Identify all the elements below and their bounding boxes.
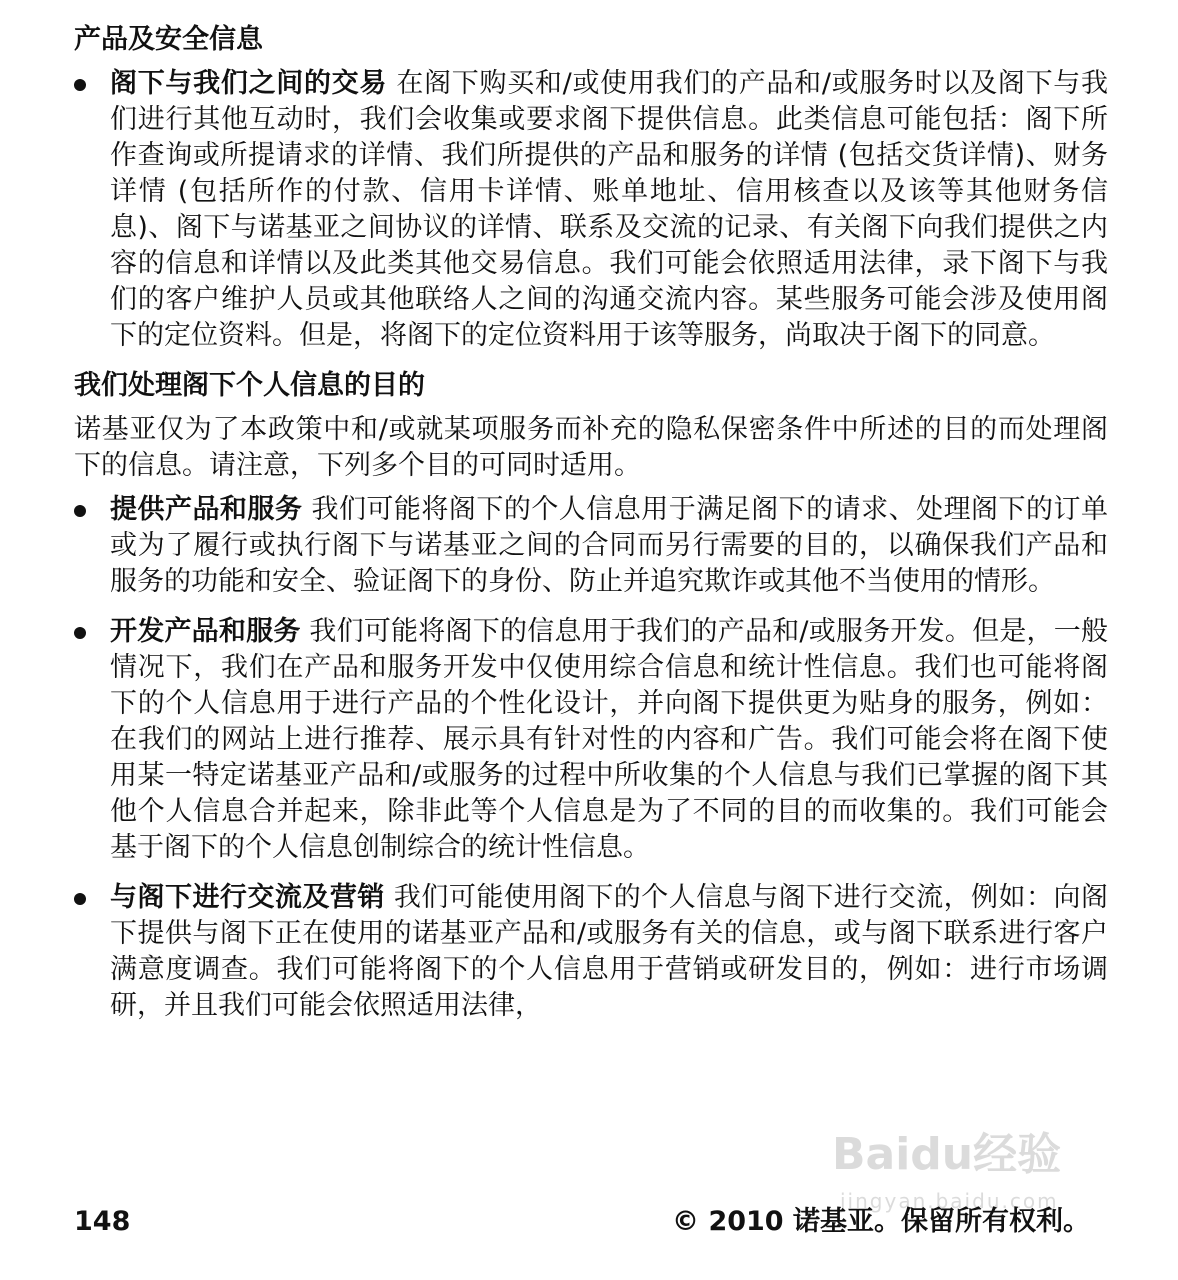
bullet-icon [74, 79, 86, 91]
bullet-text: 我们可能将阁下的个人信息用于满足阁下的请求、处理阁下的订单或为了履行或执行阁下与诺基亚之间的合同而另行需要的目的，以确保我们产品和服务的功能和安全、验证阁下的身份、防止并追究欺诈或其他不当使用的情形。 [110, 494, 1108, 597]
bullet-icon [74, 627, 86, 639]
bullet-text: 我们可能将阁下的信息用于我们的产品和/或服务开发。但是，一般情况下，我们在产品和服务开发中仅使用综合信息和统计性信息。我们也可能将阁下的个人信息用于进行产品的个性化设计，并向阁下提供更为贴身的服务，例如：在我们的网站上进行推荐、展示具有针对性的内容和广告。我们可能会将在阁下使用某一特定诺基亚产品和/或服务的过程中所收集的个人信息与我们已掌握的阁下其他个人信息合并起来，除非此等个人信息是为了不同的目的而收集的。我们可能会基于阁下的个人信息创制综合的统计性信息。 [110, 616, 1108, 863]
section-title-product-safety: 产品及安全信息 [74, 24, 263, 55]
bullet-text: 在阁下购买和/或使用我们的产品和/或服务时以及阁下与我们进行其他互动时，我们会收集或要求阁下提供信息。此类信息可能包括：阁下所作查询或所提请求的详情、我们所提供的产品和服务的详情 (包括交货详情)、财务详情 (包括所作的付款、信用卡详情、账单地址、信用核查以及该等其他财务信息)、阁下与诺基亚之间协议的详情、联系及交流的记录、有关阁下向我们提供之内容的信息和详情以及此类其他交易信息。我们可能会依照适用法律，录下阁下与我们的客户维护人员或其他联络人之间的沟通交流内容。某些服务可能会涉及使用阁下的定位资料。但是，将阁下的定位资料用于该等服务，尚取决于阁下的同意。 [110, 68, 1109, 351]
bullet-lead: 阁下与我们之间的交易 [110, 68, 388, 99]
watermark-brand: Baidu经验 [832, 1129, 1062, 1180]
bullet-icon [74, 505, 86, 517]
bullet-icon [74, 893, 86, 905]
document-page [74, 22, 1108, 1038]
bullet-lead: 开发产品和服务 [110, 616, 301, 647]
list-item [74, 614, 1108, 866]
list-item [74, 880, 1108, 1024]
page-number: 148 [74, 1206, 131, 1237]
bullet-text: 我们可能使用阁下的个人信息与阁下进行交流，例如：向阁下提供与阁下正在使用的诺基亚产品和/或服务有关的信息，或与阁下联系进行客户满意度调查。我们可能将阁下的个人信息用于营销或研发目的，例如：进行市场调研，并且我们可能会依照适用法律， [110, 882, 1108, 1021]
bullet-lead: 与阁下进行交流及营销 [110, 882, 385, 913]
copyright-notice: © 2010 诺基亚。保留所有权利。 [672, 1206, 1090, 1237]
watermark-url: jingyan.baidu.com [840, 1189, 1059, 1213]
bullet-lead: 提供产品和服务 [110, 494, 303, 525]
list-item [74, 66, 1108, 354]
bullet-list-section2 [74, 492, 1108, 1024]
list-item [74, 492, 1108, 600]
bullet-list-section1 [74, 66, 1108, 354]
section-intro: 诺基亚仅为了本政策中和/或就某项服务而补充的隐私保密条件中所述的目的而处理阁下的信息。请注意，下列多个目的可同时适用。 [74, 414, 1108, 481]
section-title-purposes: 我们处理阁下个人信息的目的 [74, 370, 425, 401]
